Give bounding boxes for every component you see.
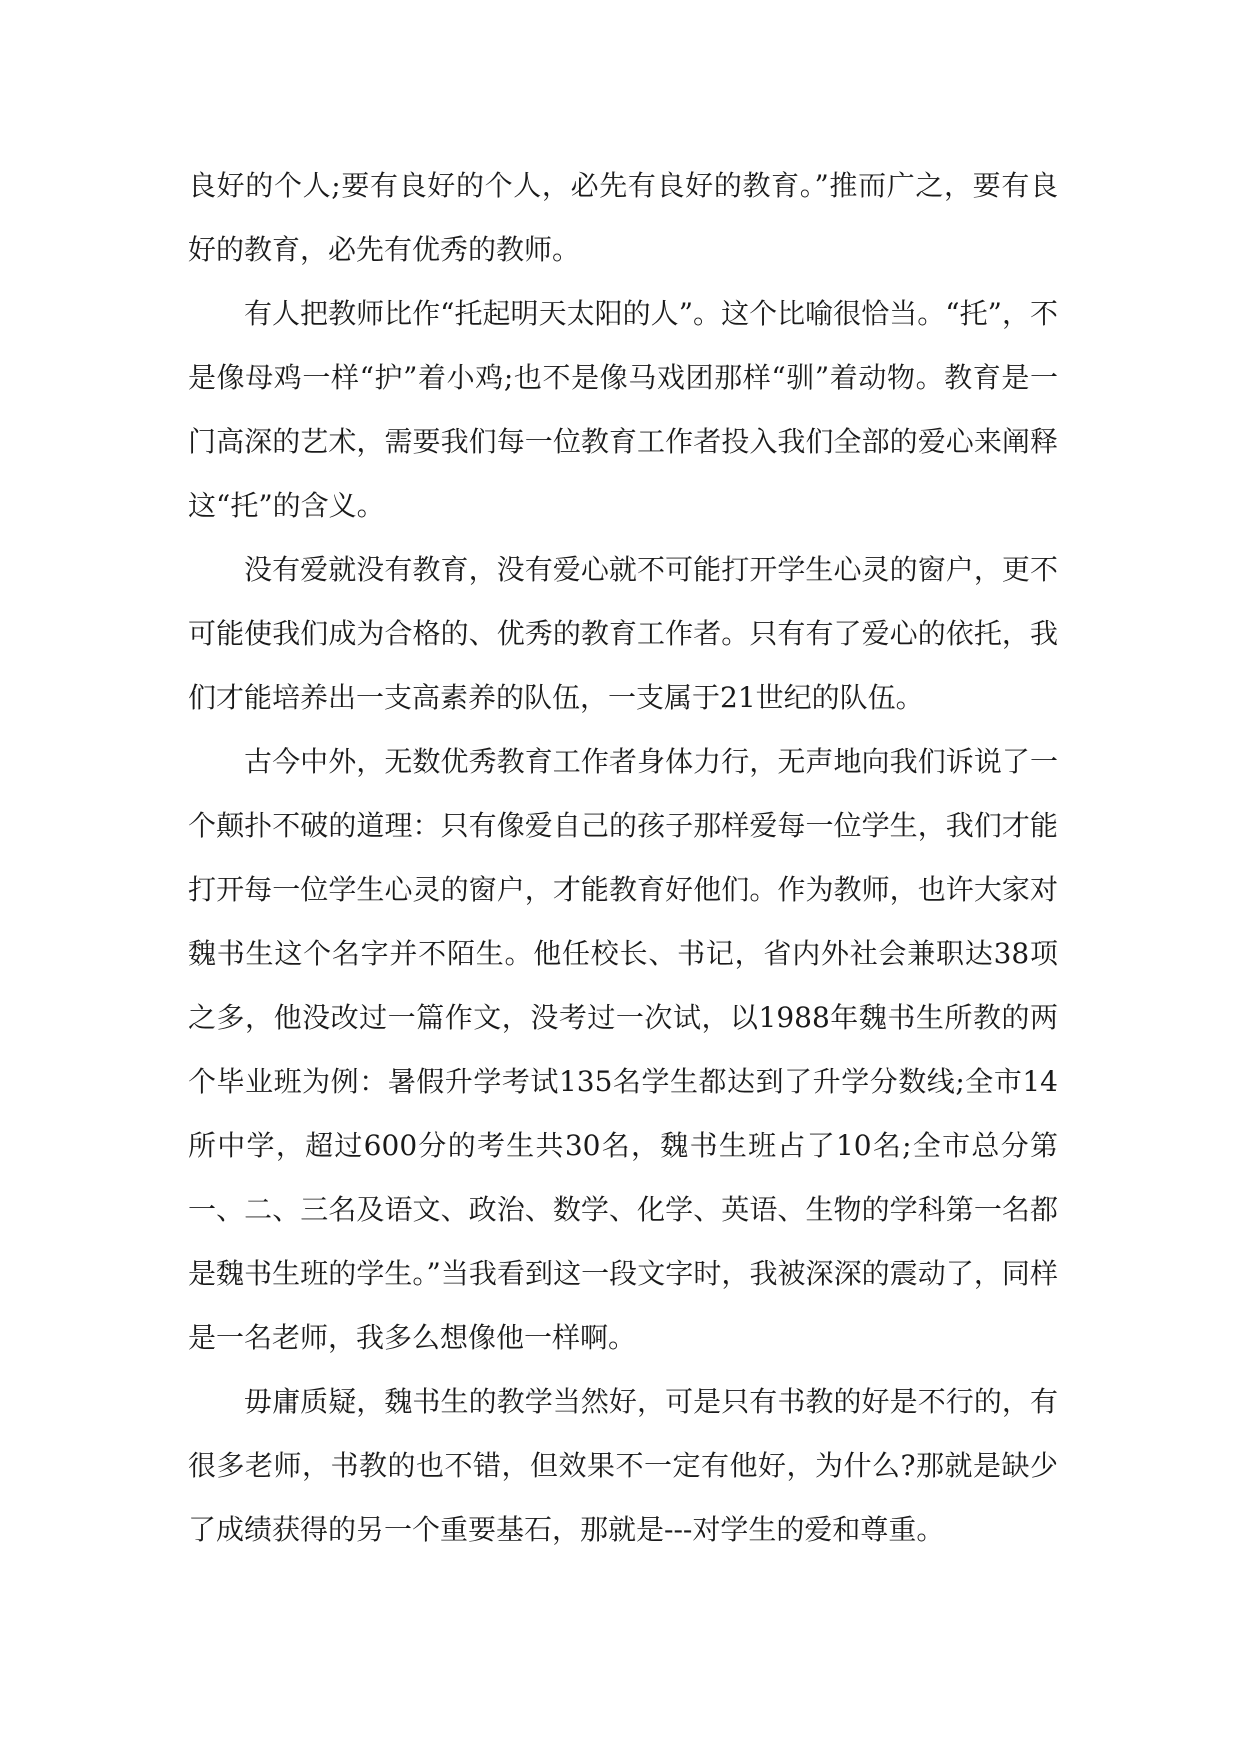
document-body [188,154,1058,1562]
paragraph-3: 没有爱就没有教育，没有爱心就不可能打开学生心灵的窗户，更不可能使我们成为合格的、优秀的教育工作者。只有有了爱心的依托，我们才能培养出一支高素养的队伍，一支属于21世纪的队伍。 [188,553,1058,714]
paragraph-5: 毋庸质疑，魏书生的教学当然好，可是只有书教的好是不行的，有很多老师，书教的也不错，但效果不一定有他好，为什么?那就是缺少了成绩获得的另一个重要基石，那就是---对学生的爱和尊重。 [188,1385,1058,1546]
paragraph-4: 古今中外，无数优秀教育工作者身体力行，无声地向我们诉说了一个颠扑不破的道理：只有像爱自己的孩子那样爱每一位学生，我们才能打开每一位学生心灵的窗户，才能教育好他们。作为教师，也许大家对魏书生这个名字并不陌生。他任校长、书记，省内外社会兼职达38项之多，他没改过一篇作文，没考过一次试，以1988年魏书生所教的两个毕业班为例：暑假升学考试135名学生都达到了升学分数线;全市14所中学，超过600分的考生共30名，魏书生班占了10名;全市总分第一、二、三名及语文、政治、数学、化学、英语、生物的学科第一名都是魏书生班的学生。”当我看到这一段文字时，我被深深的震动了，同样是一名老师，我多么想像他一样啊。 [188,745,1058,1354]
paragraph-2: 有人把教师比作“托起明天太阳的人”。这个比喻很恰当。“托”，不是像母鸡一样“护”着小鸡;也不是像马戏团那样“驯”着动物。教育是一门高深的艺术，需要我们每一位教育工作者投入我们全部的爱心来阐释这“托”的含义。 [188,297,1058,522]
paragraph-1: 良好的个人;要有良好的个人，必先有良好的教育。”推而广之，要有良好的教育，必先有优秀的教师。 [188,169,1058,266]
